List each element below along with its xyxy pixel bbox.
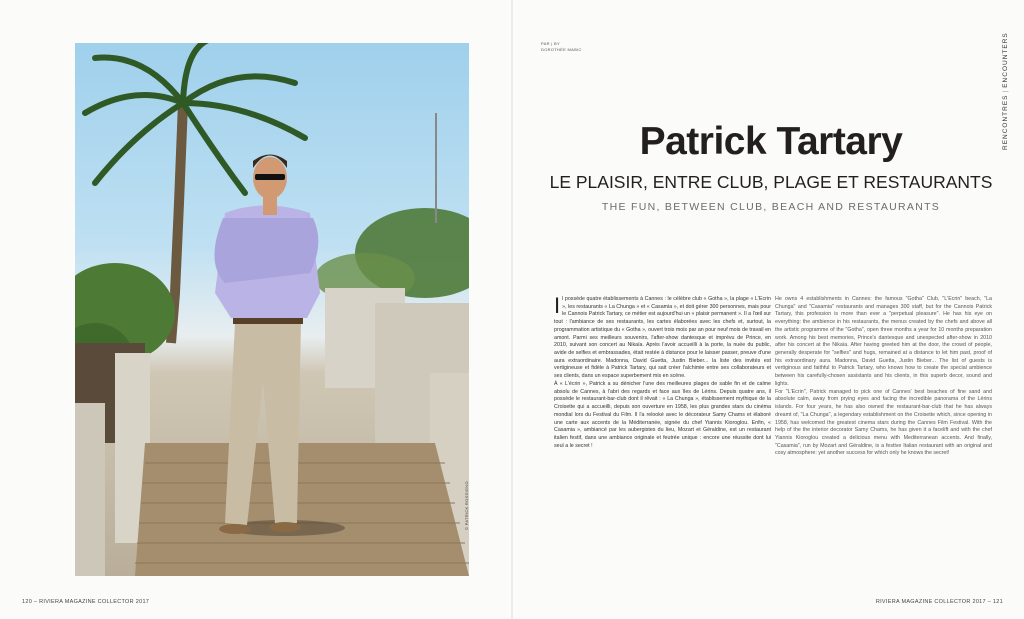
body-fr-paragraph-1 [554,293,771,381]
body-column-english [775,296,992,458]
subtitle-english: THE FUN, BETWEEN CLUB, BEACH AND RESTAURANTS [601,201,941,213]
byline [541,41,582,53]
article-title: Patrick Tartary [639,120,903,163]
magazine-name-right: RIVIERA MAGAZINE COLLECTOR 2017 [875,599,986,605]
body-fr-paragraph-2: À « L'écrin », Patrick a su dénicher l'une des meilleures plages de sable fin et de calme absolu de Cannes, à l'abri des regards et face aux îles de Lérins. Depuis quatre ans, il possède le restaurant-bar-club dont il rêvait : « La Chunga », établissement mythique de la Croisette qui a accueilli, depuis son ouverture en 1958, les plus grandes stars du cinéma mondial lors du Festival du Film. Il l'a relooké avec le décorateur Samy Chams et élaboré une carte aux accents de la Méditerranée, signée du chef Yiannis Kioroglou. Enfin, « Casamia », ambiancé par les aubergistes du lieu, Mozart et Géraldine, est un restaurant italien festif, dans une ambiance originale et feutrée unique : encore une réussite dont lui seul a le secret ! [554,380,771,449]
page-number-right: 121 [992,599,1003,605]
folio-separator-right: – [987,599,992,605]
portrait-photo [75,43,469,576]
byline-label: PAR | BY [541,41,560,46]
body-en-paragraph-2: For "L'Ecrin", Patrick managed to pick one of Cannes' best beaches of fine sand and absolute calm, away from prying eyes and facing the incredible panorama of the Lérins islands. For four years, he has also owned the restaurant-bar-club that he has always dreamt of, "La Chunga", a legendary establishment on the Croisette which, since opening in 1958, has welcomed the greatest cinema stars during the Cannes Film Festival. With the help of the the interior decorator Samy Chams, he has given it a facelift and with the chef Yiannis Kioroglou created a delicious menu with Mediterranean accents. And finally, "Casamia", run by Mozart and Géraldine, is a festive Italian restaurant with an original and cosy atmosphere: yet another success for which only he knows the secret! [775,388,992,457]
section-en: ENCOUNTERS [1002,32,1009,88]
byline-author: DOROTHÉE MABIC [541,47,582,52]
section-fr: RENCONTRES [1002,94,1009,150]
page-gutter [511,0,513,619]
folio-separator-left: – [33,599,38,605]
body-fr-p1-text: l possède quatre établissements à Cannes : le célèbre club « Gotha », la plage « L'Ecrin », les restaurants « La Chunga » et « Casamia », et doit gérer 300 personnes, mais pour le Cannois Patrick Tartary, ce métier est aujourd'hui un « plaisir permanent ». Il a l'œil sur tout : l'ambiance de ses restaurants, les cartes élaborées avec les chefs et, surtout, la programmation artistique du « Gotha », ouvert trois mois par an pour neuf mois de travail en amont. Parmi ses meilleurs souvenirs, l'after-show dantesque et imprévu de Prince, en 2010, suivant son concert au Nikaïa. Après l'avoir accueilli à la porte, la nuée du public, avide de selfies et embrassades, était restée à distance pour le laisser passer, preuve d'une aura extraordinaire. Madonna, David Guetta, Justin Bieber... la liste des invités est vertigineuse et fidèle à Patrick Tartary, qui sait créer l'alchimie entre ses collaborateurs et ses clients, dans un espace superbement mis en scène. [554,296,771,380]
drop-cap: I [554,293,561,318]
page-number-left: 120 [22,599,33,605]
section-separator: | [1002,89,1009,93]
folio-left [22,599,149,605]
section-tab [1002,32,1009,150]
photo-illustration [75,43,469,576]
body-en-paragraph-1: He owns 4 establishments in Cannes: the famous "Gotha" Club, "L'Ecrin" beach, "La Chunga" and "Casamia" restaurants and manages 300 staff, but for the Cannois Patrick Tartary, this profession is more than ever a "perpetual pleasure". He has his eye on everything: the ambience in his restaurants, the menus created by the chefs and above all the artistic programme of the "Gotha", open three months a year for 10 months preparation work. Among his best memories, Prince's dantesque and unexpected after-show in 2010 after his concert at the Nikaïa. After having greeted him at the door, the crowd of people, generally desperate for "selfies" and hugs, remained at a distance to let him past, proof of his extraordinary aura. Madonna, David Guetta, Justin Bieber... The list of guests is vertiginous and faithful to Patrick Tartary, who knows how to create the special ambience between his carefully-chosen assistants and his clients, in this superb decor, sound and lights. [775,296,992,387]
magazine-name-left: RIVIERA MAGAZINE COLLECTOR 2017 [39,599,150,605]
photo-credit: © PATRICK ROSSIGNO [464,481,469,530]
subtitle-french: LE PLAISIR, ENTRE CLUB, PLAGE ET RESTAURANTS [549,172,993,192]
folio-right [876,599,1003,605]
body-column-french [554,293,771,450]
